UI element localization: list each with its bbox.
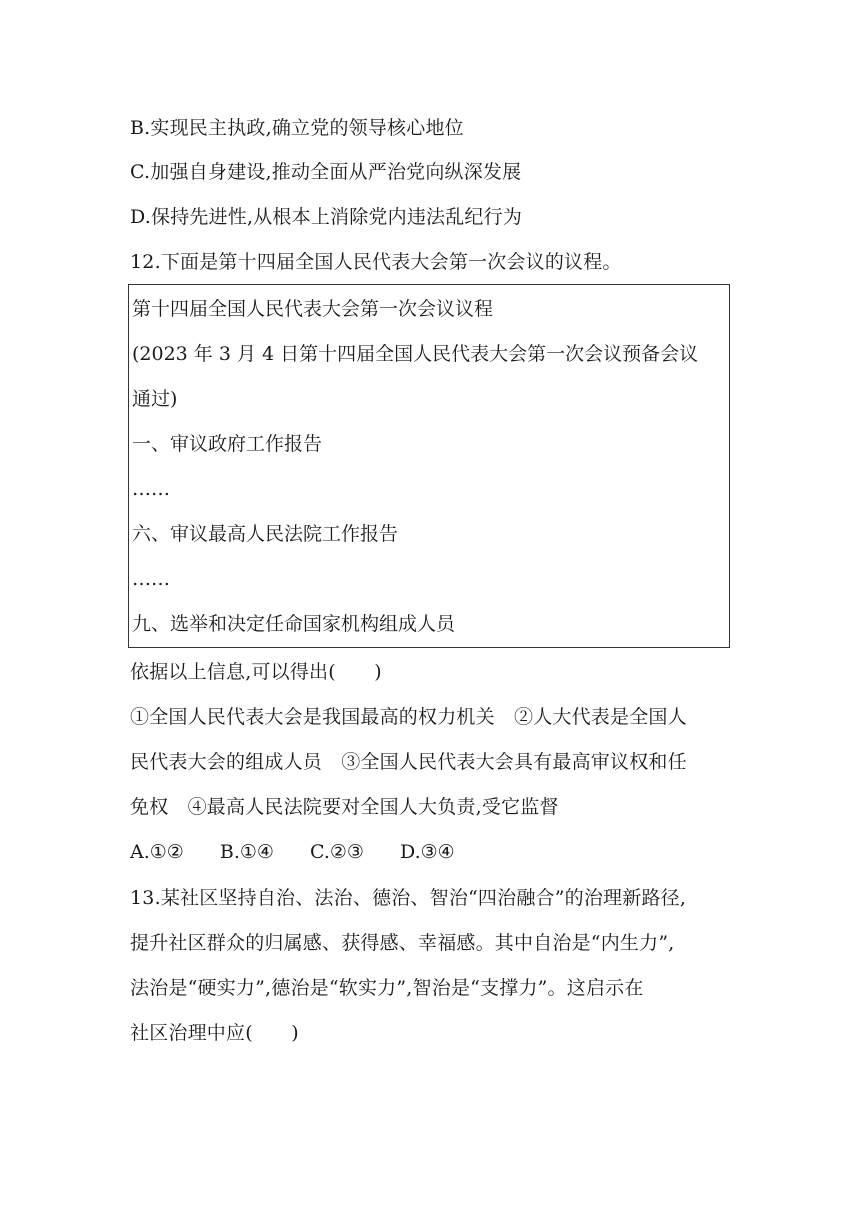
q12-options [130,840,485,864]
q13-line2: 提升社区群众的归属感、获得感、幸福感。其中自治是“内生力”, [130,932,675,954]
q12-statements-line1: ①全国人民代表大会是我国最高的权力机关 ②人大代表是全国人 [130,706,687,728]
agenda-item-1: 一、审议政府工作报告 [132,433,323,455]
agenda-item-6: 六、审议最高人民法院工作报告 [132,523,399,545]
q12-option-d[interactable]: D.③④ [400,841,455,863]
agenda-note-line2: 通过) [132,388,178,410]
agenda-box [128,284,730,648]
q12-statements-line2: 民代表大会的组成人员 ③全国人民代表大会具有最高审议权和任 [130,751,687,773]
q13-line3: 法治是“硬实力”,德治是“软实力”,智治是“支撑力”。这启示在 [130,977,644,999]
agenda-item-9: 九、选举和决定任命国家机构组成人员 [132,613,456,635]
agenda-title: 第十四届全国人民代表大会第一次会议议程 [132,298,494,320]
q13-line1: 13.某社区坚持自治、法治、德治、智治“四治融合”的治理新路径, [130,887,687,909]
q12-question: 依据以上信息,可以得出( ) [130,661,382,683]
agenda-ellipsis-1: …… [132,478,170,500]
q12-statements-line3: 免权 ④最高人民法院要对全国人大负责,受它监督 [130,796,559,818]
agenda-ellipsis-2: …… [132,568,170,590]
q12-option-c[interactable]: C.②③ [310,841,364,863]
q13-line4: 社区治理中应( ) [130,1022,299,1044]
q12-stem: 12.下面是第十四届全国人民代表大会第一次会议的议程。 [130,251,622,273]
q11-option-d: D.保持先进性,从根本上消除党内违法乱纪行为 [130,206,523,228]
q12-option-a[interactable]: A.①② [130,841,184,863]
q11-option-b: B.实现民主执政,确立党的领导核心地位 [130,117,464,139]
q11-option-c: C.加强自身建设,推动全面从严治党向纵深发展 [130,161,522,183]
q12-option-b[interactable]: B.①④ [219,841,274,863]
agenda-note-line1: (2023 年 3 月 4 日第十四届全国人民代表大会第一次会议预备会议 [132,343,699,365]
